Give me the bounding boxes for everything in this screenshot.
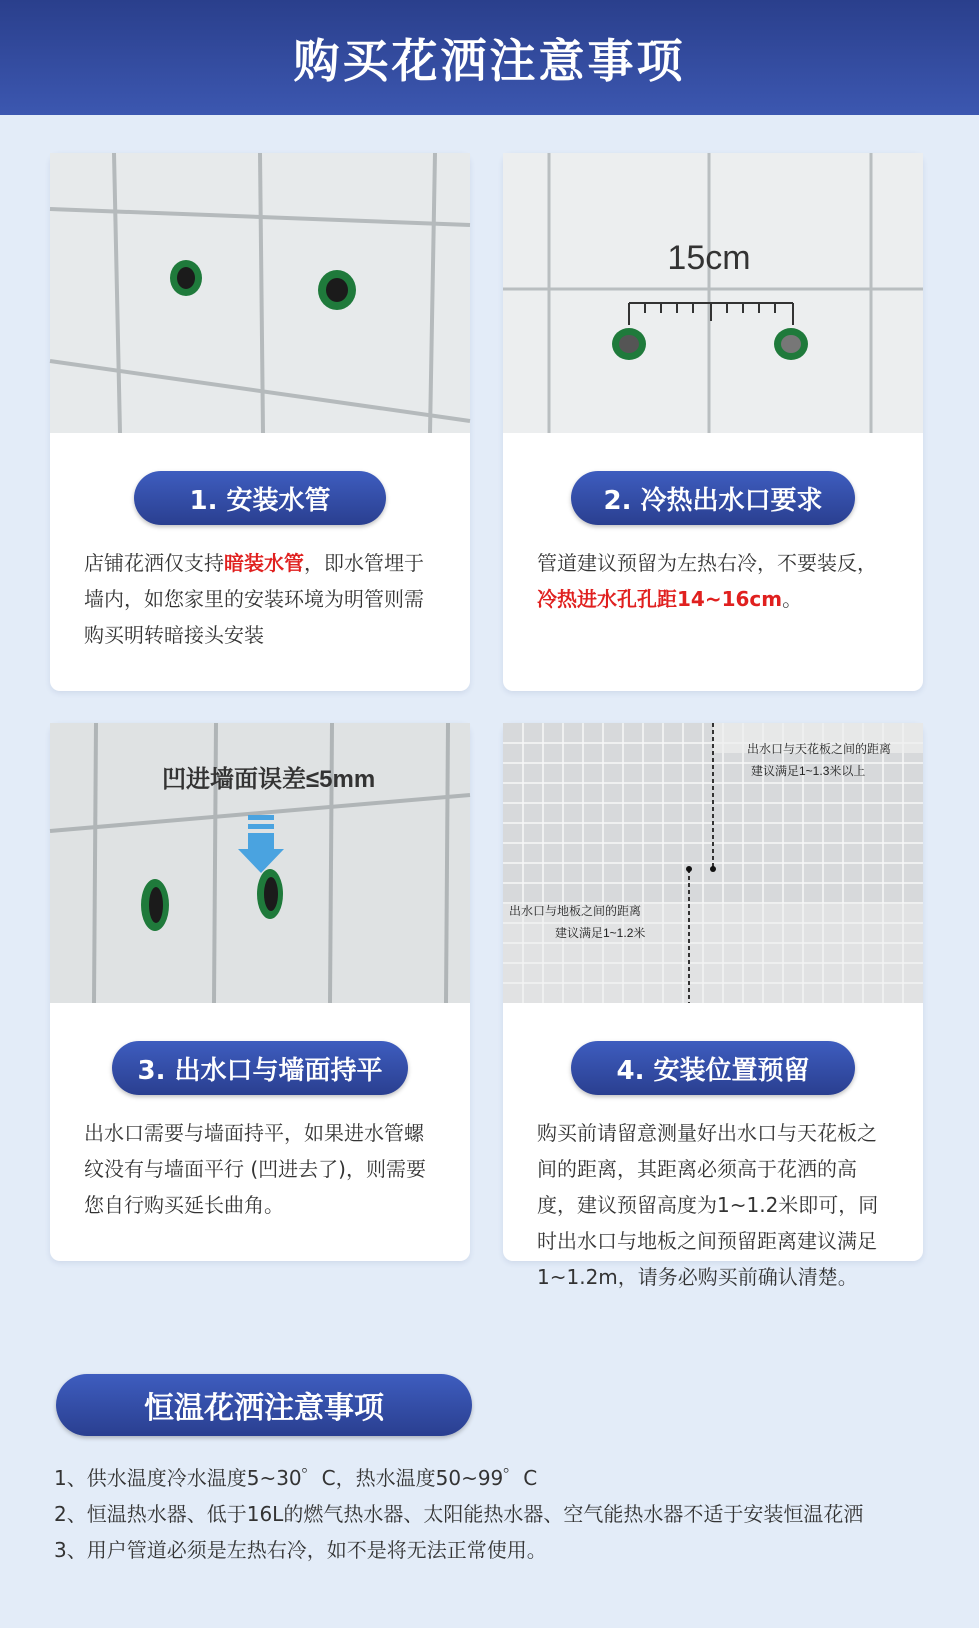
note-item: 1、供水温度冷水温度5~30゜C，热水温度50~99゜C xyxy=(54,1466,538,1490)
spacing-label: 15cm xyxy=(667,239,751,277)
section-title-thermostatic: 恒温花洒注意事项 xyxy=(56,1374,472,1436)
height-diagram-photo xyxy=(503,723,923,1003)
outlet-spacing-photo xyxy=(503,153,923,433)
highlight-text: 暗装水管 xyxy=(224,551,304,575)
card-title: 3. 出水口与墙面持平 xyxy=(112,1041,408,1095)
note-item: 2、恒温热水器、低于16L的燃气热水器、太阳能热水器、空气能热水器不适于安装恒温花洒 xyxy=(54,1502,864,1526)
card-outlet-flush xyxy=(50,723,470,1261)
floor-distance-advice: 建议满足1~1.2米 xyxy=(555,926,646,940)
card-install-pipe xyxy=(50,153,470,691)
card-description: 出水口需要与墙面持平，如果进水管螺纹没有与墙面平行 (凹进去了)，则需要您自行购买延长曲角。 xyxy=(84,1121,426,1217)
card-title: 2. 冷热出水口要求 xyxy=(571,471,855,525)
ceiling-distance-label: 出水口与天花板之间的距离 xyxy=(747,742,892,756)
card-position-reserve xyxy=(503,723,923,1289)
thermostatic-notes xyxy=(54,1460,954,1568)
highlight-text: 冷热进水孔孔距14~16cm xyxy=(537,587,783,611)
card-hot-cold-outlets xyxy=(503,153,923,691)
recessed-outlet-photo xyxy=(50,723,470,1003)
card-title: 1. 安装水管 xyxy=(134,471,386,525)
card-description: 店铺花洒仅支持暗装水管，即水管埋于墙内，如您家里的安装环境为明管则需购买明转暗接头安装 xyxy=(84,551,424,647)
page-header xyxy=(0,0,979,115)
recess-label: 凹进墙面误差≤5mm xyxy=(162,766,376,793)
card-description: 管道建议预留为左热右冷，不要装反，冷热进水孔孔距14~16cm。 xyxy=(537,551,877,611)
ceiling-distance-advice: 建议满足1~1.3米以上 xyxy=(751,764,866,778)
wall-pipe-photo xyxy=(50,153,470,433)
note-item: 3、用户管道必须是左热右冷，如不是将无法正常使用。 xyxy=(54,1538,547,1562)
card-description: 购买前请留意测量好出水口与天花板之间的距离，其距离必须高于花洒的高度，建议预留高度为1~1.2米即可，同时出水口与地板之间预留距离建议满足1~1.2m，请务必购买前确认清楚。 xyxy=(537,1121,879,1289)
card-title: 4. 安装位置预留 xyxy=(571,1041,855,1095)
floor-distance-label: 出水口与地板之间的距离 xyxy=(509,904,642,918)
page-title: 购买花洒注意事项 xyxy=(293,33,686,88)
